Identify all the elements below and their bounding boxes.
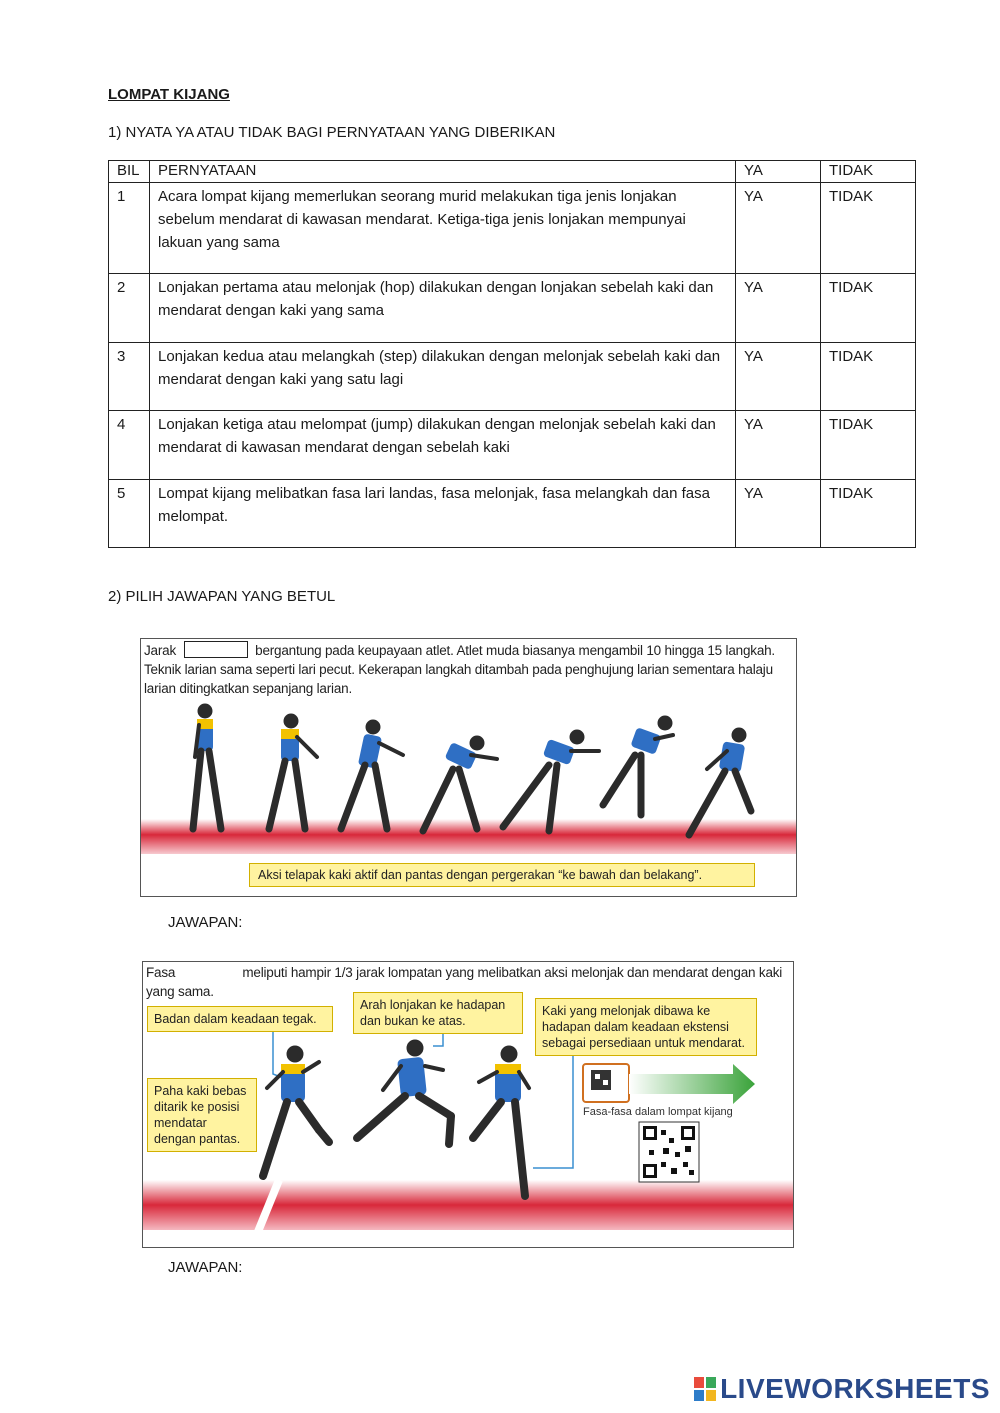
row-statement: Lonjakan kedua atau melangkah (step) dilakukan dengan melonjak sebelah kaki dan mendarat dengan kaki yang satu lagi: [150, 343, 736, 411]
video-caption: Fasa-fasa dalam lompat kijang: [583, 1106, 733, 1118]
brand-name: LIVEWORKSHEETS: [720, 1373, 990, 1404]
table-row: [109, 343, 916, 411]
runner-figure: [503, 730, 599, 831]
table-row: [109, 480, 916, 548]
row-bil: 1: [109, 183, 150, 274]
row-bil: 5: [109, 480, 150, 548]
row-statement: Lonjakan pertama atau melonjak (hop) dilakukan dengan lonjakan sebelah kaki dan mendarat dengan kaki yang sama: [150, 274, 736, 343]
figure-1-text-start: Jarak: [144, 643, 177, 658]
option-tidak[interactable]: TIDAK: [821, 480, 916, 548]
page-title: LOMPAT KIJANG: [108, 86, 230, 103]
runner-figure: [341, 720, 403, 829]
option-ya[interactable]: YA: [736, 183, 821, 274]
approach-run-figure: [140, 638, 797, 897]
option-tidak[interactable]: TIDAK: [821, 343, 916, 411]
table-row: [109, 411, 916, 480]
option-ya[interactable]: YA: [736, 480, 821, 548]
callout-body-upright: Badan dalam keadaan tegak.: [147, 1006, 333, 1032]
option-tidak[interactable]: TIDAK: [821, 411, 916, 480]
row-bil: 3: [109, 343, 150, 411]
runner-figure: [193, 704, 221, 829]
table-row: [109, 183, 916, 274]
section-1-heading: 1) NYATA YA ATAU TIDAK BAGI PERNYATAAN YANG DIBERIKAN: [108, 124, 556, 141]
athlete-figure: [473, 1046, 529, 1196]
row-statement: Lompat kijang melibatkan fasa lari landas, fasa melonjak, fasa melangkah dan fasa melompat.: [150, 480, 736, 548]
option-ya[interactable]: YA: [736, 274, 821, 343]
header-tidak: TIDAK: [821, 161, 916, 183]
header-bil: BIL: [109, 161, 150, 183]
callout-direction: Arah lonjakan ke hadapan dan bukan ke atas.: [353, 992, 523, 1034]
runner-figure: [603, 716, 673, 815]
callout-leg-extension: Kaki yang melonjak dibawa ke hadapan dalam keadaan ekstensi sebagai persediaan untuk mendarat.: [535, 998, 757, 1056]
option-ya[interactable]: YA: [736, 343, 821, 411]
option-ya[interactable]: YA: [736, 411, 821, 480]
callout-thigh: Paha kaki bebas ditarik ke posisi mendatar dengan pantas.: [147, 1078, 257, 1152]
runner-sequence-illustration: [141, 639, 796, 896]
figure-2-text-rest: meliputi hampir 1/3 jarak lompatan yang melibatkan aksi melonjak dan mendarat dengan kaki yang sama.: [146, 965, 783, 999]
runner-figure: [689, 728, 751, 835]
section-2-heading: 2) PILIH JAWAPAN YANG BETUL: [108, 588, 336, 605]
running-track: [143, 1180, 793, 1230]
liveworksheets-logo-icon: [694, 1377, 716, 1401]
video-icon: [583, 1064, 629, 1102]
hop-phase-figure: [142, 961, 794, 1248]
athlete-figure: [357, 1040, 451, 1144]
option-tidak[interactable]: TIDAK: [821, 183, 916, 274]
answer-2-label: JAWAPAN:: [168, 1259, 243, 1276]
row-statement: Lonjakan ketiga atau melompat (jump) dilakukan dengan melonjak sebelah kaki dan mendarat di kawasan mendarat dengan sebelah kaki: [150, 411, 736, 480]
table-header-row: [109, 161, 916, 183]
row-bil: 2: [109, 274, 150, 343]
header-pernyataan: PERNYATAAN: [150, 161, 736, 183]
liveworksheets-brand: [694, 1373, 990, 1405]
header-ya: YA: [736, 161, 821, 183]
progress-arrow-icon: [629, 1064, 755, 1104]
answer-1-label: JAWAPAN:: [168, 914, 243, 931]
figure-2-text-start: Fasa: [146, 965, 176, 980]
row-statement: Acara lompat kijang memerlukan seorang murid melakukan tiga jenis lonjakan sebelum mendarat di kawasan mendarat. Ketiga-tiga jenis lonjakan mempunyai lakuan yang sama: [150, 183, 736, 274]
figure-1-caption: Aksi telapak kaki aktif dan pantas dengan pergerakan “ke bawah dan belakang”.: [249, 863, 755, 887]
table-row: [109, 274, 916, 343]
statements-table: [108, 160, 916, 548]
runner-figure: [423, 736, 497, 831]
figure-1-text-rest: bergantung pada keupayaan atlet. Atlet muda biasanya mengambil 10 hingga 15 langkah. Teknik larian sama seperti lari pecut. Kekerapan langkah ditambah pada penghujung larian sementara halaju larian ditingkatkan sepanjang larian.: [144, 643, 775, 696]
runner-figure: [269, 714, 317, 829]
qr-code-icon: [639, 1122, 699, 1182]
row-bil: 4: [109, 411, 150, 480]
option-tidak[interactable]: TIDAK: [821, 274, 916, 343]
